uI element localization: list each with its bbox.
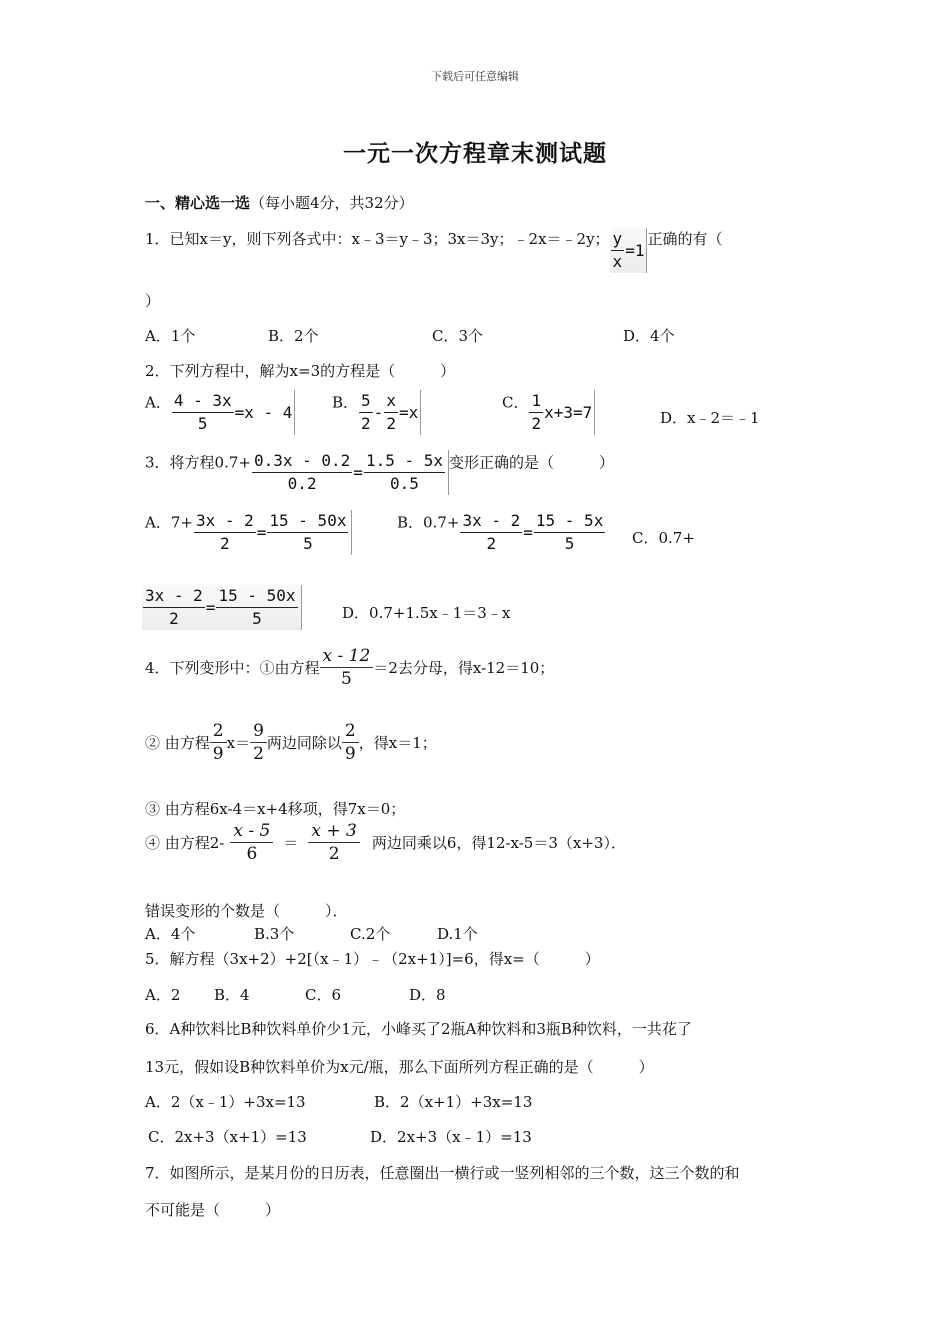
- q3-prefix: 3．将方程0.7+: [145, 453, 251, 472]
- q2-a-fraction: [172, 390, 234, 435]
- q4-line2-prefix: ② 由方程: [145, 734, 210, 752]
- q4-line4-fraction-1: [230, 820, 273, 865]
- q3-num1: 0.3x - 0.2: [252, 450, 352, 473]
- q1-equation-image: [610, 228, 648, 273]
- q2-b-label: B．: [332, 393, 359, 412]
- q4-line1-den: 5: [341, 669, 352, 689]
- q4-option-d: D.1个: [437, 925, 478, 943]
- q3-b-num1: 3x - 2: [460, 510, 522, 533]
- q4-line1-fraction: [320, 645, 374, 690]
- q3-c-equation: [142, 585, 302, 630]
- q2-b-fraction-2: [384, 390, 398, 435]
- q3-a-num1: 3x - 2: [194, 510, 256, 533]
- q2-b-den1: 2: [361, 414, 371, 433]
- q3-b-num2: 15 - 5x: [534, 510, 605, 533]
- section-heading: [145, 192, 414, 213]
- q1-option-a: A．1个: [145, 327, 196, 345]
- q4-line2-fraction-2: [250, 720, 267, 765]
- q4-line-4: [145, 820, 626, 865]
- q4-question: 错误变形的个数是（ ）．: [145, 902, 348, 920]
- q2-c-den: 2: [531, 414, 542, 433]
- q3-b-fraction-2: [534, 510, 605, 555]
- q3-b-den1: 2: [486, 534, 497, 553]
- q1-text: 1．已知x＝y，则下列各式中：x﹣3＝y﹣3；3x＝3y；﹣2x＝﹣2y；: [145, 230, 610, 248]
- q3-equals: =: [353, 463, 363, 482]
- q1-frac-den: x: [612, 252, 623, 271]
- q4-line-2: [145, 720, 437, 765]
- q1-fraction: [611, 228, 625, 273]
- q4-option-c: C.2个: [350, 925, 391, 943]
- q3-fraction-1: [252, 450, 352, 495]
- q3-a-equation: [193, 510, 353, 555]
- q2-option-b: [332, 390, 421, 435]
- q4-line2-den3: 9: [344, 744, 356, 764]
- q2-b-equation: [358, 390, 421, 435]
- q1-close: ）: [145, 292, 161, 310]
- q3-b-label: B．0.7+: [397, 513, 460, 532]
- q3-c-equals: =: [205, 598, 216, 617]
- q3-option-b: [397, 510, 608, 555]
- q2-b-num1: 5: [359, 390, 373, 413]
- q2-a-label: A．: [145, 393, 171, 412]
- q4-line2-suffix: ，得x＝1；: [358, 734, 437, 752]
- question-5: 5．解方程（3x+2）+2[（x﹣1）﹣（2x+1）]=6，得x=（ ）: [145, 950, 600, 968]
- q3-a-den1: 2: [220, 534, 230, 553]
- page-title: 一元一次方程章末测试题: [343, 140, 607, 167]
- q4-line4-num1: x - 5: [230, 820, 273, 843]
- q3-c-fraction-1: [143, 585, 205, 630]
- q4-line2-text: 两边同除以: [266, 734, 342, 752]
- q1-tail: 正确的有（: [647, 230, 723, 248]
- q2-c-label: C．: [502, 393, 529, 412]
- q4-line2-den2: 2: [253, 744, 264, 764]
- q4-line4-suffix: 两边同乘以6，得12-x-5＝3（x+3）．: [371, 834, 626, 852]
- q7-line-2: 不可能是（ ）: [145, 1201, 281, 1219]
- q2-option-a: [145, 390, 295, 435]
- q4-line1-prefix: 4．下列变形中：①由方程: [145, 659, 320, 677]
- q3-option-c-label: C．0.7+: [632, 529, 695, 547]
- q4-line-1: [145, 645, 554, 690]
- q4-line2-num2: 9: [250, 720, 267, 743]
- q4-line1-suffix: ＝2去分母，得x-12＝10；: [373, 659, 555, 677]
- question-1: [145, 228, 722, 273]
- section-note: （每小题4分，共32分）: [250, 194, 414, 212]
- q6-line-2: 13元，假如设B种饮料单价为x元/瓶，那么下面所列方程正确的是（ ）: [145, 1058, 654, 1076]
- q3-b-equals: =: [523, 523, 533, 542]
- q3-a-den2: 5: [303, 534, 313, 553]
- q3-option-c-equation: [142, 585, 302, 630]
- q7-line-1: 7．如图所示，是某月份的日历表，任意圈出一横行或一竖列相邻的三个数，这三个数的和: [145, 1164, 740, 1182]
- q6-option-a: A．2（x﹣1）+3x=13: [145, 1093, 306, 1111]
- section-label: 一、精心选一选: [145, 194, 251, 212]
- q4-line4-den1: 6: [246, 844, 258, 864]
- q1-option-b: B．2个: [268, 327, 319, 345]
- q5-option-a: A．2: [145, 986, 181, 1004]
- q3-c-num2: 15 - 50x: [216, 585, 297, 608]
- q5-option-c: C．6: [305, 986, 342, 1004]
- q2-b-den2: 2: [386, 414, 396, 433]
- q3-den1: 0.2: [287, 474, 317, 493]
- q4-line4-num2: x + 3: [308, 820, 359, 843]
- q4-option-b: B.3个: [254, 925, 295, 943]
- q1-option-c: C．3个: [432, 327, 484, 345]
- q6-option-c: C．2x+3（x+1）=13: [148, 1128, 307, 1146]
- q4-line4-den2: 2: [328, 844, 340, 864]
- q2-a-den: 5: [197, 414, 208, 433]
- q3-b-fraction-1: [460, 510, 522, 555]
- q3-den2: 0.5: [390, 474, 419, 493]
- q3-num2: 1.5 - 5x: [364, 450, 445, 473]
- q3-b-equation: [459, 510, 608, 555]
- q1-frac-num: y: [611, 228, 625, 251]
- q3-c-den2: 5: [252, 609, 262, 628]
- q5-option-b: B．4: [214, 986, 250, 1004]
- q2-b-minus: -: [373, 403, 384, 422]
- q2-c-fraction: [529, 390, 543, 435]
- q2-b-num2: x: [384, 390, 398, 413]
- q6-option-b: B．2（x+1）+3x=13: [374, 1093, 533, 1111]
- q2-b-rest: =x: [398, 403, 419, 422]
- q4-line2-fraction-1: [210, 720, 227, 765]
- q6-line-1: 6．A种饮料比B种饮料单价少1元，小峰买了2瓶A种饮料和3瓶B种饮料，一共花了: [145, 1020, 692, 1038]
- q3-a-label: A．7+: [145, 513, 193, 532]
- q6-option-d: D．2x+3（x﹣1）=13: [370, 1128, 532, 1146]
- q3-c-num1: 3x - 2: [143, 585, 205, 608]
- q3-b-den2: 5: [564, 534, 575, 553]
- q2-a-equation: [171, 390, 296, 435]
- q2-c-rest: x+3=7: [544, 403, 593, 422]
- q2-option-c: [502, 390, 595, 435]
- q4-line4-equals: ＝: [283, 834, 299, 852]
- q1-frac-rest: =1: [625, 241, 645, 260]
- q4-line2-fraction-3: [342, 720, 359, 765]
- q5-option-d: D．8: [409, 986, 446, 1004]
- page-header: 下载后可任意编辑: [431, 70, 519, 83]
- q4-line2-num1: 2: [210, 720, 227, 743]
- q2-b-fraction-1: [359, 390, 373, 435]
- q4-line2-den1: 9: [212, 744, 224, 764]
- q2-c-num: 1: [529, 390, 543, 413]
- q2-a-rest: =x - 4: [234, 403, 293, 422]
- q3-option-a: [145, 510, 352, 555]
- q3-c-den1: 2: [169, 609, 179, 628]
- q4-line-3: ③ 由方程6x-4＝x+4移项，得7x＝0；: [145, 800, 406, 818]
- q4-line4-prefix: ④ 由方程2-: [145, 834, 225, 852]
- q4-option-a: A．4个: [145, 925, 196, 943]
- q2-a-num: 4 - 3x: [172, 390, 234, 413]
- q1-option-d: D．4个: [623, 327, 675, 345]
- q4-line4-fraction-2: [308, 820, 359, 865]
- q3-fraction-2: [364, 450, 445, 495]
- q3-c-fraction-2: [216, 585, 297, 630]
- q3-a-fraction-2: [267, 510, 348, 555]
- q3-a-num2: 15 - 50x: [267, 510, 348, 533]
- q4-line2-mid: x＝: [226, 734, 251, 752]
- q3-a-fraction-1: [194, 510, 256, 555]
- q2-c-equation: [528, 390, 595, 435]
- q3-equation: [251, 450, 449, 495]
- q4-line1-num: x - 12: [320, 645, 374, 668]
- q2-option-d: D．x﹣2＝﹣1: [660, 409, 760, 427]
- q3-a-equals: =: [256, 523, 267, 542]
- q3-suffix: 变形正确的是（ ）: [449, 453, 615, 472]
- question-2: 2．下列方程中，解为x=3的方程是（ ）: [145, 362, 456, 380]
- question-3: [145, 450, 614, 495]
- q4-line2-num3: 2: [342, 720, 359, 743]
- q3-option-d: D．0.7+1.5x﹣1＝3﹣x: [342, 604, 511, 622]
